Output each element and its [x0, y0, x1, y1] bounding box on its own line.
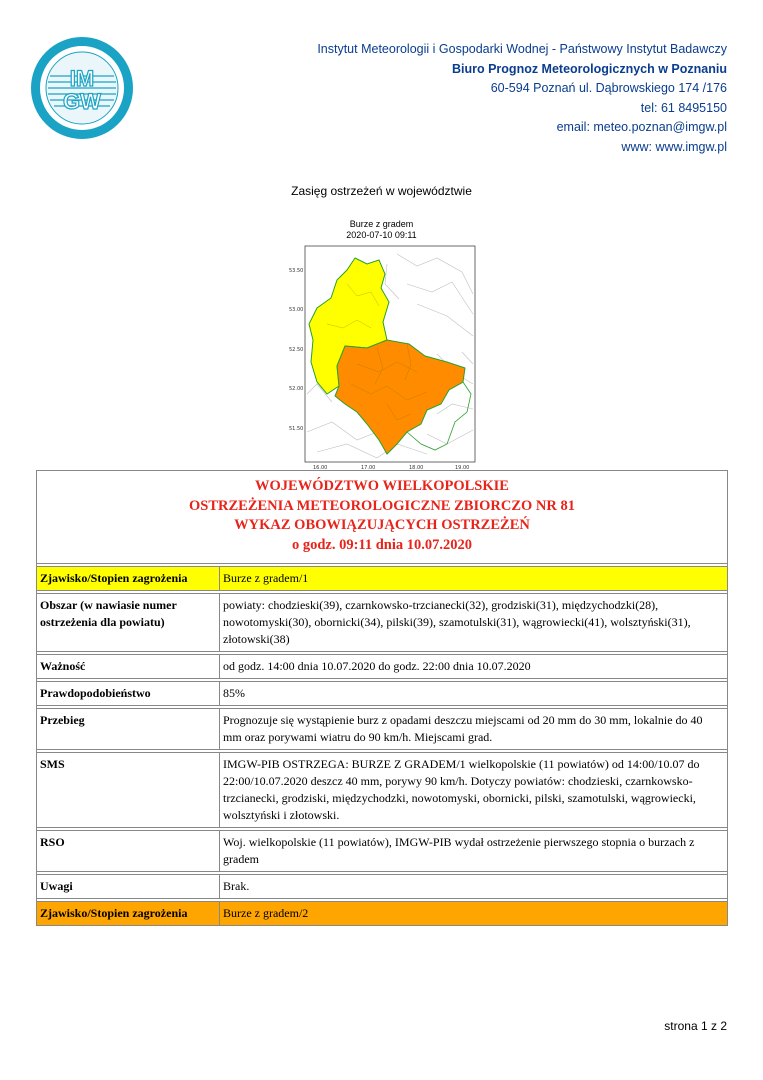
table-row — [37, 567, 728, 591]
office-email[interactable]: email: meteo.poznan@imgw.pl — [556, 120, 727, 134]
phenomenon2-value: Burze z gradem/2 — [220, 902, 728, 926]
office-phone: tel: 61 8495150 — [640, 100, 727, 115]
lon-label-3: 18.00 — [409, 465, 424, 470]
office-name: Biuro Prognoz Meteorologicznych w Poznaniu — [451, 61, 727, 76]
institute-header — [317, 40, 727, 157]
institute-name: Instytut Meteorologii i Gospodarki Wodnej - Państwowy Instytut Badawczy — [317, 42, 727, 56]
sms-value: IMGW-PIB OSTRZEGA: BURZE Z GRADEM/1 wielkopolskie (11 powiatów) od 14:00/10.07 do 22:00/10.07.2020 deszcz 40 mm, porywy 90 km/h. Dotyczy powiatów: chodzieski, czarnkowsko-trzcianecki, grodziski, międzychodzki, nowotomyski, obornicki, pilski, szamotulski, wągrowiecki, wolsztyński i złotowski. — [220, 753, 728, 828]
table-row — [37, 875, 728, 899]
lat-label-2: 53.00 — [289, 307, 304, 313]
validity-value: od godz. 14:00 dnia 10.07.2020 do godz. 22:00 dnia 10.07.2020 — [220, 655, 728, 679]
bulletin-list-title: WYKAZ OBOWIĄZUJĄCYCH OSTRZEŻEŃ — [234, 517, 530, 533]
table-row — [37, 902, 728, 926]
notes-label: Uwagi — [37, 875, 220, 899]
map-datetime: 2020-07-10 09:11 — [346, 230, 417, 240]
rso-label: RSO — [37, 831, 220, 872]
course-value: Prognozuje się wystąpienie burz z opadami deszczu miejscami od 20 mm do 30 mm, lokalnie do 40 mm oraz porywami wiatru do 90 km/h. Miejscami grad. — [220, 709, 728, 750]
sms-label: SMS — [37, 753, 220, 828]
warning-table — [36, 470, 728, 926]
table-row — [37, 655, 728, 679]
notes-value: Brak. — [220, 875, 728, 899]
map-title — [0, 219, 763, 241]
logo-text-top: IM — [69, 66, 95, 91]
imgw-logo — [30, 36, 134, 140]
map-phenomenon: Burze z gradem — [349, 219, 414, 229]
phenomenon2-label: Zjawisko/Stopien zagrożenia — [37, 902, 220, 926]
bulletin-title — [37, 471, 728, 564]
lat-label-4: 52.00 — [289, 386, 304, 392]
table-row — [37, 594, 728, 652]
warning-map — [287, 244, 477, 470]
probability-value: 85% — [220, 682, 728, 706]
phenomenon-label: Zjawisko/Stopien zagrożenia — [37, 567, 220, 591]
bulletin-time: o godz. 09:11 dnia 10.07.2020 — [291, 536, 473, 553]
table-row — [37, 753, 728, 828]
phenomenon-value: Burze z gradem/1 — [220, 567, 728, 591]
lon-label-4: 19.00 — [455, 465, 470, 470]
page-number: strona 1 z 2 — [664, 1019, 727, 1033]
bulletin-region: WOJEWÓDZTWO WIELKOPOLSKIE — [255, 478, 509, 494]
lat-label-1: 53.50 — [289, 268, 304, 274]
office-website[interactable]: www: www.imgw.pl — [621, 139, 727, 154]
area-label: Obszar (w nawiasie numer ostrzeżenia dla powiatu) — [37, 594, 220, 652]
table-row — [37, 682, 728, 706]
table-row — [37, 831, 728, 872]
bulletin-number: OSTRZEŻENIA METEOROLOGICZNE ZBIORCZO NR 81 — [189, 497, 575, 514]
office-address: 60-594 Poznań ul. Dąbrowskiego 174 /176 — [490, 81, 727, 95]
table-row — [37, 709, 728, 750]
validity-label: Ważność — [37, 655, 220, 679]
rso-value: Woj. wielkopolskie (11 powiatów), IMGW-PIB wydał ostrzeżenie pierwszego stopnia o burzach z gradem — [220, 831, 728, 872]
course-label: Przebieg — [37, 709, 220, 750]
bulletin-header-row — [37, 471, 728, 564]
area-value: powiaty: chodzieski(39), czarnkowsko-trzcianecki(32), grodziski(31), międzychodzki(28), nowotomyski(30), obornicki(34), pilski(39), szamotulski(31), wągrowiecki(41), wolsztyński(31), złotowski(38) — [220, 594, 728, 652]
map-caption: Zasięg ostrzeżeń w województwie — [291, 184, 472, 198]
lat-label-5: 51.50 — [289, 426, 304, 432]
probability-label: Prawdopodobieństwo — [37, 682, 220, 706]
logo-text-bottom: GW — [63, 89, 101, 114]
lon-label-2: 17.00 — [361, 465, 376, 470]
lat-label-3: 52.50 — [289, 347, 304, 353]
lon-label-1: 16.00 — [313, 465, 328, 470]
